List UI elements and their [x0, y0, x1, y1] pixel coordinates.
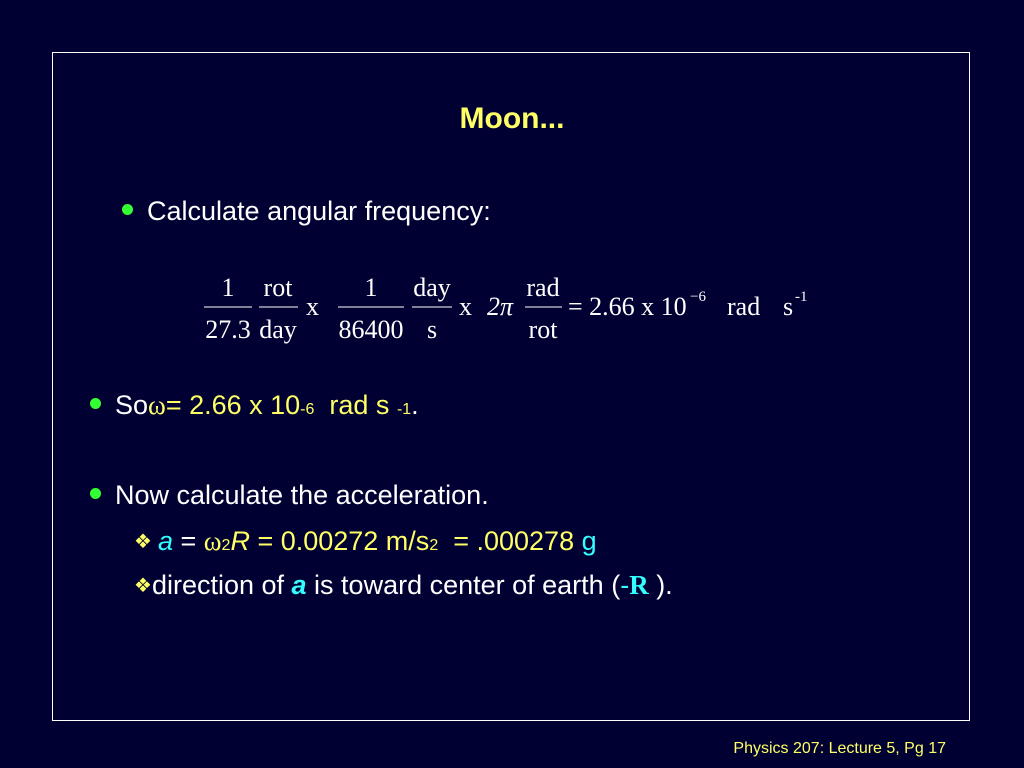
- bullet-text: Calculate angular frequency:: [147, 196, 491, 226]
- omega-units: rad s: [314, 390, 397, 420]
- accel-value: = 0.00272 m/s: [249, 526, 430, 556]
- bullet-so-label: So: [115, 390, 149, 420]
- direction-mid: is toward center of earth (: [306, 570, 621, 600]
- bullet-dot-icon: [90, 398, 101, 409]
- eq-f5-denominator: rot: [528, 315, 558, 344]
- direction-post: ).: [648, 570, 673, 600]
- eq-f4-denominator: s: [426, 315, 438, 344]
- eq-f3-denominator: 86400: [338, 315, 404, 344]
- eq-result-exponent: −6: [690, 289, 706, 305]
- bullet-calculate-frequency: [122, 196, 491, 227]
- eq-f2-numerator: rot: [263, 273, 293, 302]
- diamond-bullet-icon: ❖: [134, 531, 152, 553]
- bullet-dot-icon: [122, 204, 133, 215]
- omega-value: = 2.66 x 10: [165, 390, 301, 420]
- slide-footer: Physics 207: Lecture 5, Pg 17: [733, 740, 946, 757]
- eq-f1-denominator: 27.3: [205, 315, 251, 344]
- slide-frame: [52, 52, 970, 721]
- eq-times-1: x: [306, 292, 319, 321]
- bullet-calculate-acceleration: [90, 480, 489, 511]
- bullet-omega-result: So ω = 2.66 x 10 -6 rad s -1 .: [90, 390, 419, 421]
- angular-frequency-equation: [200, 270, 820, 350]
- eq-unit-s-exponent: -1: [795, 289, 808, 305]
- eq-f2-denominator: day: [259, 315, 297, 344]
- accel-R: R: [230, 526, 250, 556]
- bullet-dot-icon: [90, 488, 101, 499]
- sub-bullet-direction: [134, 570, 673, 601]
- eq-f4-numerator: day: [413, 273, 451, 302]
- slide-title: Moon...: [459, 102, 565, 135]
- eq-f1-numerator: 1: [221, 273, 235, 302]
- bullet-text: Now calculate the acceleration.: [115, 480, 489, 510]
- direction-a: a: [291, 570, 307, 600]
- direction-pre: direction of: [151, 570, 292, 600]
- sub-bullet-acceleration-value: ❖ a = ω 2 R = 0.00272 m/s 2 = .000278 g: [134, 526, 597, 556]
- omega-symbol: ω: [148, 390, 166, 420]
- accel-g-unit: g: [581, 526, 597, 556]
- eq-f5-numerator: rad: [526, 273, 560, 302]
- eq-two-pi: 2π: [487, 292, 514, 321]
- accel-eq1: =: [172, 526, 204, 556]
- accel-g-value: = .000278: [438, 526, 582, 556]
- omega-period: .: [411, 390, 419, 420]
- accel-omega: ω: [203, 526, 222, 556]
- eq-unit-rad: rad: [727, 292, 761, 321]
- eq-f3-numerator: 1: [364, 273, 378, 302]
- diamond-bullet-icon: ❖: [134, 575, 152, 597]
- eq-result: = 2.66 x 10: [568, 292, 687, 321]
- direction-R: R: [629, 570, 649, 600]
- direction-minus: -: [620, 570, 630, 600]
- eq-unit-s: s: [783, 292, 794, 321]
- eq-times-2: x: [459, 292, 472, 321]
- accel-a: a: [157, 526, 173, 556]
